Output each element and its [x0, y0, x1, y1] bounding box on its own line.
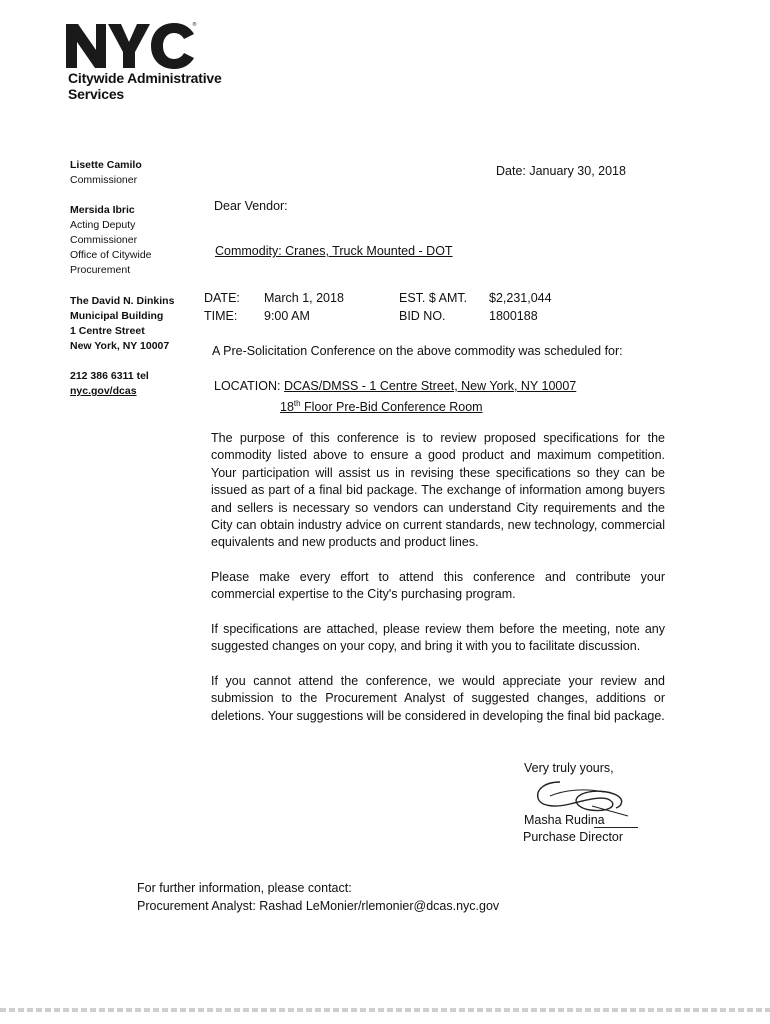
agency-name — [68, 70, 222, 102]
scan-edge — [0, 1008, 770, 1012]
sidebar-address — [70, 294, 174, 354]
signer-title: Purchase Director — [523, 830, 624, 844]
contact-analyst: Procurement Analyst: Rashad LeMonier/rlemonier@dcas.nyc.gov — [137, 899, 500, 913]
agency-line-2: Services — [68, 86, 125, 102]
sidebar-contact — [70, 369, 149, 399]
floor-suffix: th — [293, 399, 301, 408]
salutation: Dear Vendor: — [214, 199, 288, 213]
paragraph-attend: Please make every effort to attend this conference and contribute your commercial expertise to the City's purchasing program. — [211, 570, 665, 602]
est-amount-value: $2,231,044 — [489, 291, 552, 305]
letter-date: Date: January 30, 2018 — [496, 164, 626, 178]
conference-intro: A Pre-Solicitation Conference on the above commodity was scheduled for: — [212, 344, 623, 358]
location-label: LOCATION: — [214, 379, 281, 393]
paragraph-specifications: If specifications are attached, please review them before the meeting, note any suggested changes on your copy, and bring it with you to facilitate discussion. — [211, 622, 665, 654]
signature-underline — [594, 827, 638, 828]
floor-number: 18 — [280, 400, 294, 415]
deputy-title-4: Procurement — [70, 264, 131, 276]
signer-name: Masha Rudina — [524, 813, 605, 827]
deputy-title-1: Acting Deputy — [70, 219, 136, 231]
agency-line-1: Citywide Administrative — [68, 70, 222, 86]
website-link[interactable]: nyc.gov/dcas — [70, 385, 137, 397]
time-label: TIME: — [204, 309, 238, 323]
contact-intro: For further information, please contact: — [137, 881, 352, 895]
phone-number: 212 386 6311 tel — [70, 370, 149, 382]
sidebar-commissioner — [70, 158, 142, 188]
commodity-line: Commodity: Cranes, Truck Mounted - DOT — [215, 244, 453, 258]
svg-text:®: ® — [192, 22, 197, 28]
closing: Very truly yours, — [524, 761, 614, 775]
address-line-1: The David N. Dinkins — [70, 295, 175, 307]
date-label: DATE: — [204, 291, 240, 305]
address-line-3: 1 Centre Street — [70, 325, 145, 337]
deputy-title-2: Commissioner — [70, 234, 138, 246]
commissioner-name: Lisette Camilo — [70, 159, 142, 171]
address-line-2: Municipal Building — [70, 310, 164, 322]
floor-room: Floor Pre-Bid Conference Room — [300, 400, 483, 415]
deputy-name: Mersida Ibric — [70, 204, 135, 216]
time-value: 9:00 AM — [264, 309, 310, 323]
address-line-4: New York, NY 10007 — [70, 340, 170, 352]
bid-number-label: BID NO. — [399, 309, 446, 323]
paragraph-review: If you cannot attend the conference, we would appreciate your review and submission to the Procurement Analyst of suggested changes, additions or deletions. Your suggestions will be considered in developing the final bid package. — [211, 674, 665, 723]
location-room — [280, 395, 483, 417]
deputy-title-3: Office of Citywide — [70, 249, 152, 261]
est-amount-label: EST. $ AMT. — [399, 291, 468, 305]
date-value: March 1, 2018 — [264, 291, 344, 305]
bid-number-value: 1800188 — [489, 309, 538, 323]
commissioner-title: Commissioner — [70, 174, 138, 186]
paragraph-purpose: The purpose of this conference is to review proposed specifications for the commodity listed above to ensure a good product and maximum competition. Your participation will assist us in revising these specifications so they can be issued as part of a final bid package. The exchange of information among buyers and sellers is necessary so vendors can understand City requirements and the City can obtain industry advice on current standards, new technology, commercial equivalents and new products and product lines. — [211, 431, 665, 550]
sidebar-deputy — [70, 203, 152, 278]
location-address: DCAS/DMSS - 1 Centre Street, New York, NY 10007 — [284, 379, 577, 393]
